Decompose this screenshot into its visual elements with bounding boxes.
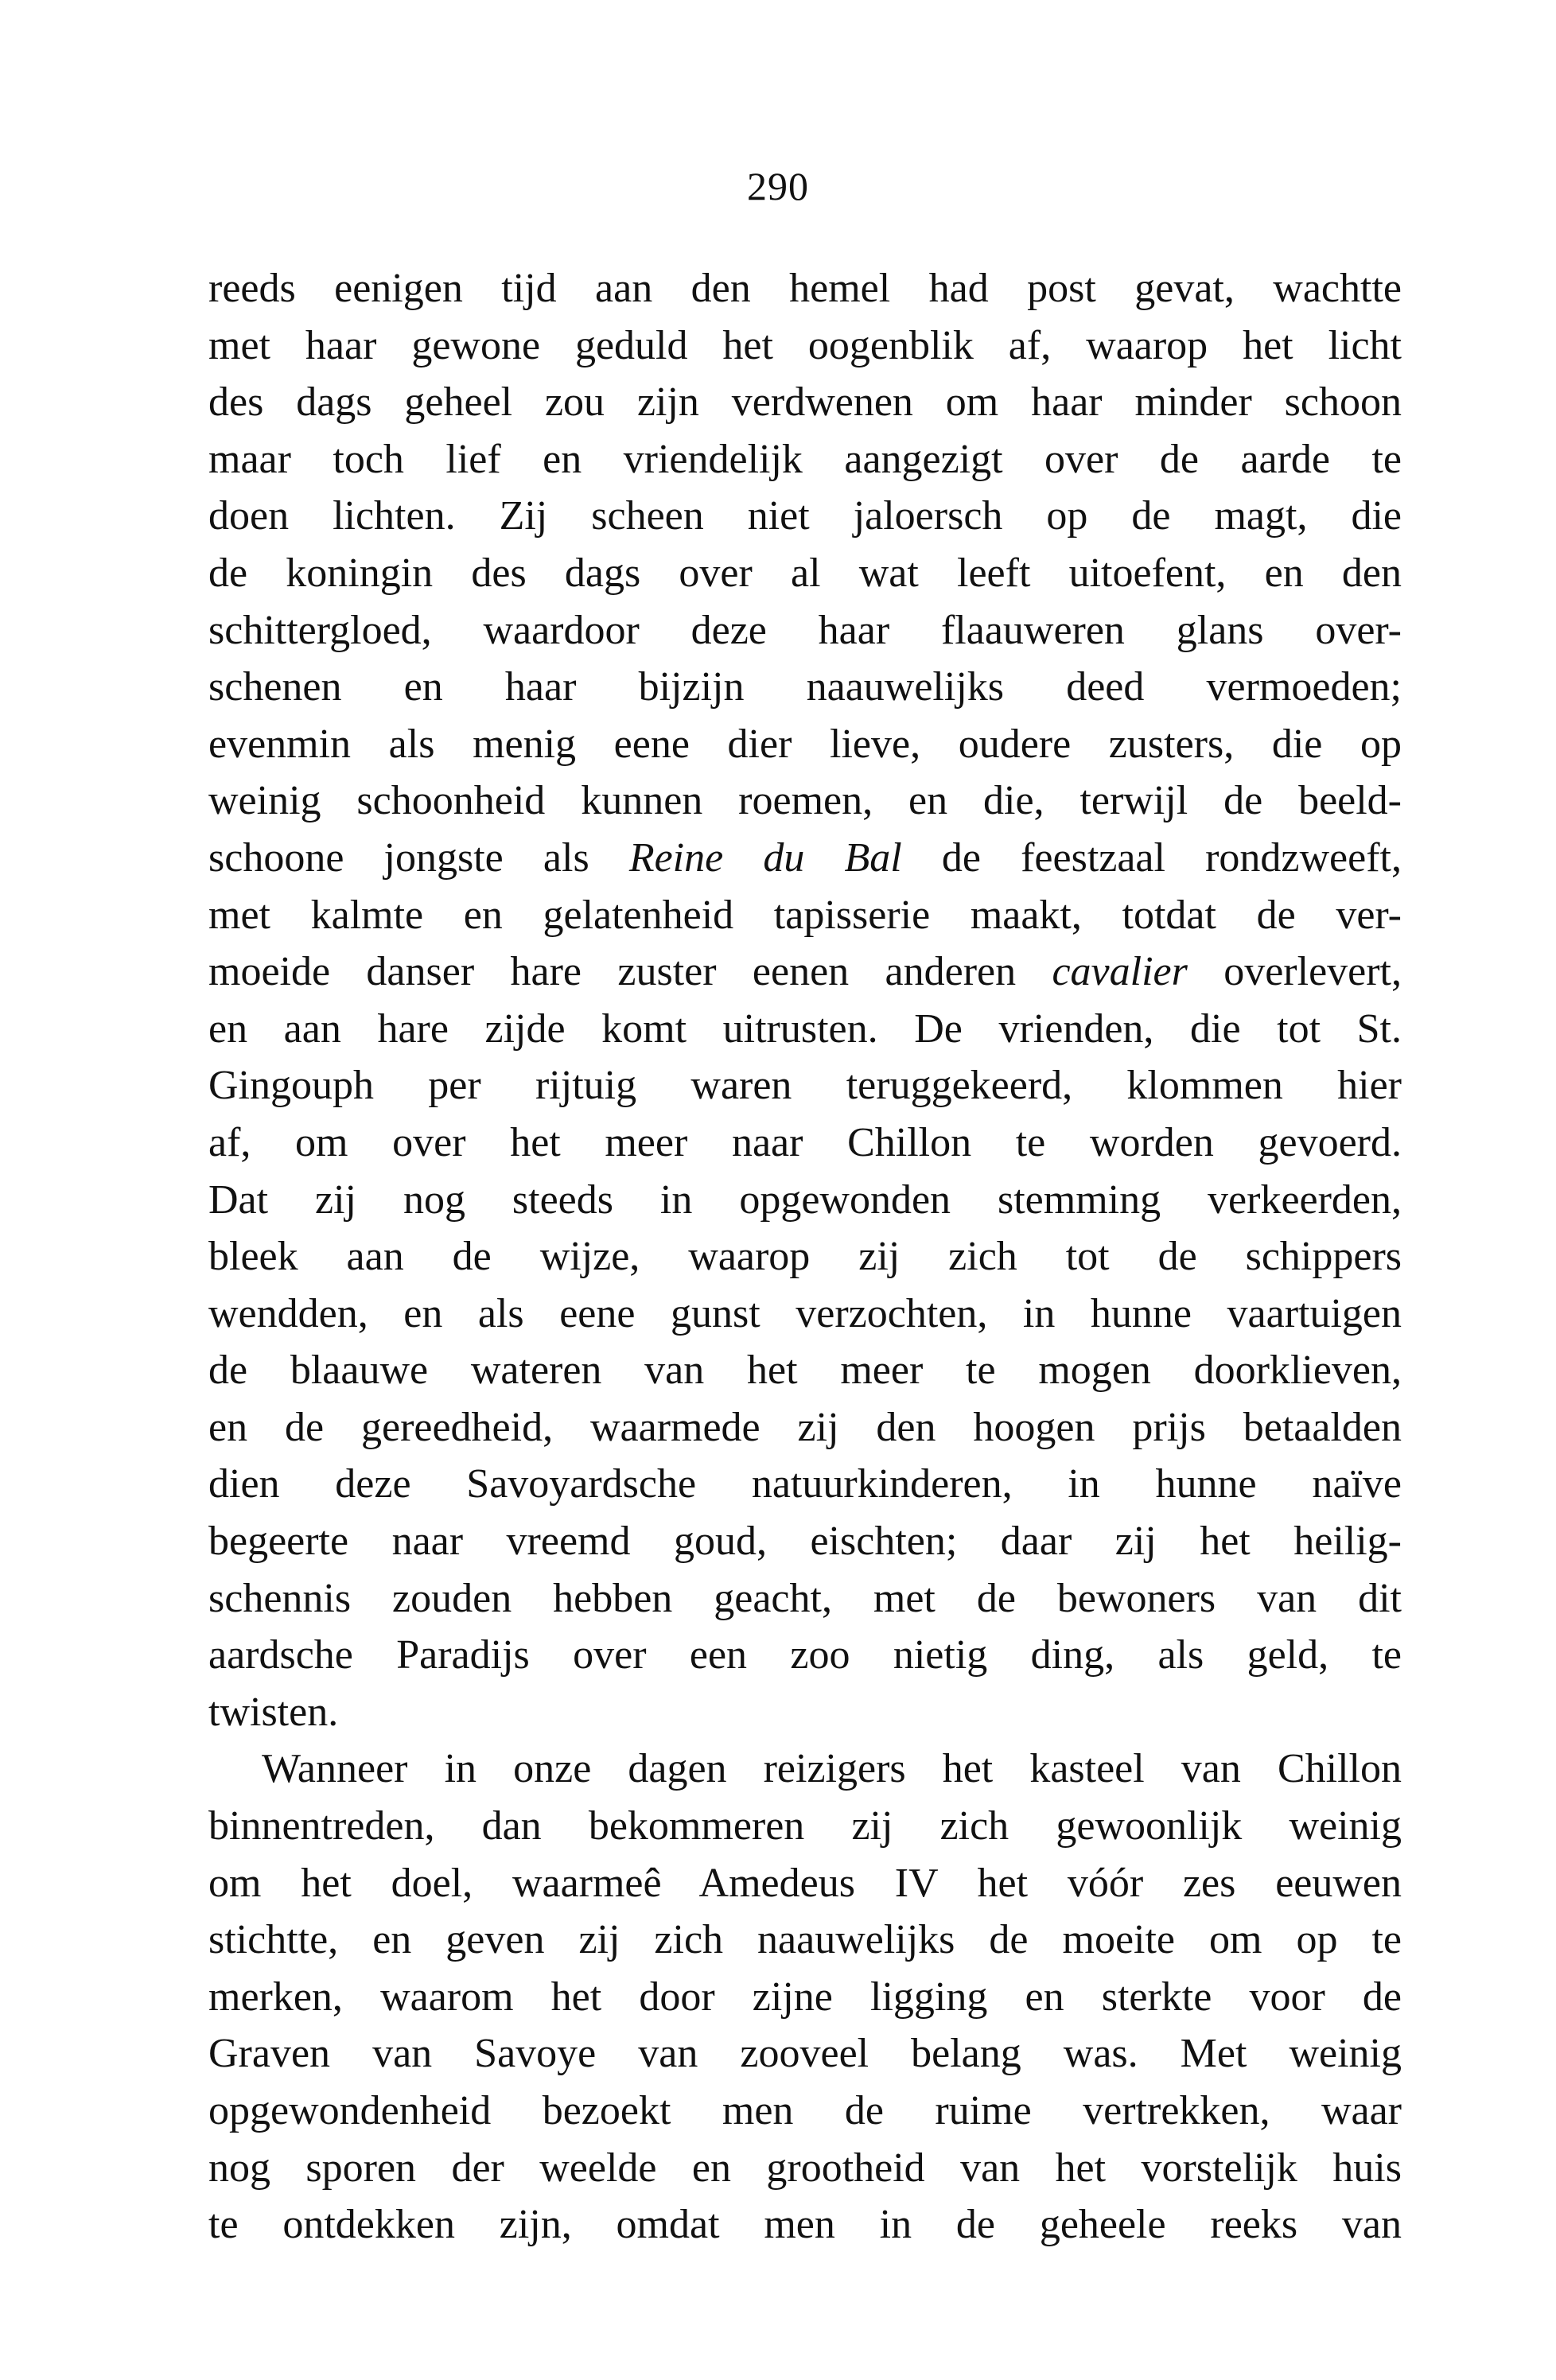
text-line: merken, waarom het door zijne ligging en sterkte voor de [208,1974,1402,2020]
text-line: dien deze Savoyardsche natuurkinderen, in hunne naïve [208,1461,1402,1507]
text-line: opgewondenheid bezoekt men de ruime vertrekken, waar [208,2088,1402,2133]
text-line: bleek aan de wijze, waarop zij zich tot de schippers [208,1234,1402,1280]
text-line: maar toch lief en vriendelijk aangezigt over de aarde te [208,436,1402,482]
text-line: binnentreden, dan bekommeren zij zich gewoonlijk weinig [208,1803,1402,1849]
text-line: nog sporen der weelde en grootheid van het vorstelijk huis [208,2145,1402,2191]
body-text [208,260,1402,2254]
text-segment: schoone jongste als [208,834,629,881]
text-line: evenmin als menig eene dier lieve, oudere zusters, die op [208,721,1402,767]
page-number: 290 [747,164,809,208]
text-line: Graven van Savoye van zooveel belang was. Met weinig [208,2031,1402,2077]
text-line: begeerte naar vreemd goud, eischten; daar zij het heilig- [208,1519,1402,1565]
text-line: en de gereedheid, waarmede zij den hoogen prijs betaalden [208,1404,1402,1450]
text-line: om het doel, waarmeê Amedeus IV het vóór zes eeuwen [208,1860,1402,1906]
text-segment: overlevert, [1187,949,1402,995]
text-line: af, om over het meer naar Chillon te worden gevoerd. [208,1119,1402,1165]
text-line: weinig schoonheid kunnen roemen, en die, terwijl de beeld- [208,778,1402,824]
text-line: Gingouph per rijtuig waren teruggekeerd, klommen hier [208,1063,1402,1109]
italic-phrase: cavalier [1052,949,1188,995]
text-line: aardsche Paradijs over een zoo nietig ding, als geld, te [208,1632,1402,1678]
text-line: de koningin des dags over al wat leeft uitoefent, en den [208,550,1402,596]
text-line: schittergloed, waardoor deze haar flaauweren glans over- [208,607,1402,653]
text-line: des dags geheel zou zijn verdwenen om haar minder schoon [208,379,1402,426]
text-line: schenen en haar bijzijn naauwelijks deed vermoeden; [208,664,1402,710]
text-line: twisten. [208,1689,339,1735]
text-line: Dat zij nog steeds in opgewonden stemming verkeerden, [208,1176,1402,1223]
text-segment: de feestzaal rondzweeft, [901,834,1402,881]
text-line: stichtte, en geven zij zich naauwelijks de moeite om op te [208,1917,1402,1963]
text-line: de blaauwe wateren van het meer te mogen doorklieven, [208,1348,1402,1394]
italic-phrase: Reine du Bal [628,834,902,881]
text-line: met kalmte en gelatenheid tapisserie maakt, totdat de ver- [208,892,1402,938]
text-line: Wanneer in onze dagen reizigers het kasteel van Chillon [262,1746,1402,1792]
paragraph [208,1740,1402,2253]
text-segment: moeide danser hare zuster eenen anderen [208,949,1052,995]
text-line [208,830,1402,887]
text-line: met haar gewone geduld het oogenblik af, waarop het licht [208,322,1402,368]
text-line: doen lichten. Zij scheen niet jaloersch op de magt, die [208,493,1402,539]
text-line: en aan hare zijde komt uitrusten. De vrienden, die tot St. [208,1005,1402,1052]
text-line: reeds eenigen tijd aan den hemel had post gevat, wachtte [208,266,1402,311]
text-line [208,943,1402,1001]
paragraph [208,260,1402,1740]
text-line: schennis zouden hebben geacht, met de bewoners van dit [208,1575,1402,1621]
text-line: wendden, en als eene gunst verzochten, in hunne vaartuigen [208,1290,1402,1336]
text-line: te ontdekken zijn, omdat men in de geheele reeks van [208,2202,1402,2248]
